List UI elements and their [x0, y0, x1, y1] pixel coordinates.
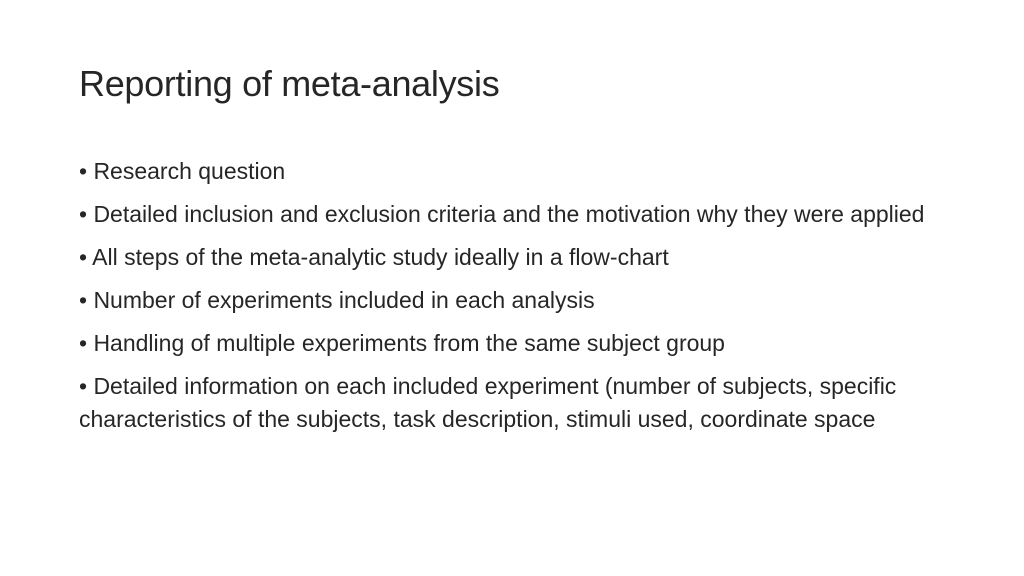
bullet-item-research-question: • Research question [79, 158, 286, 184]
bullet-item-criteria: • Detailed inclusion and exclusion criteria and the motivation why they were applied [79, 201, 925, 227]
bullet-item-detailed-information: • Detailed information on each included experiment (number of subjects, specific characteristics of the subjects, task description, stimuli used, coordinate space [79, 373, 897, 432]
bullet-item-multiple-experiments: • Handling of multiple experiments from the same subject group [79, 330, 725, 356]
bullet-list [79, 155, 959, 446]
bullet-item-flow-chart: • All steps of the meta-analytic study ideally in a flow-chart [79, 244, 669, 270]
bullet-item-number-of-experiments: • Number of experiments included in each analysis [79, 287, 595, 313]
slide-title: Reporting of meta-analysis [79, 63, 500, 104]
